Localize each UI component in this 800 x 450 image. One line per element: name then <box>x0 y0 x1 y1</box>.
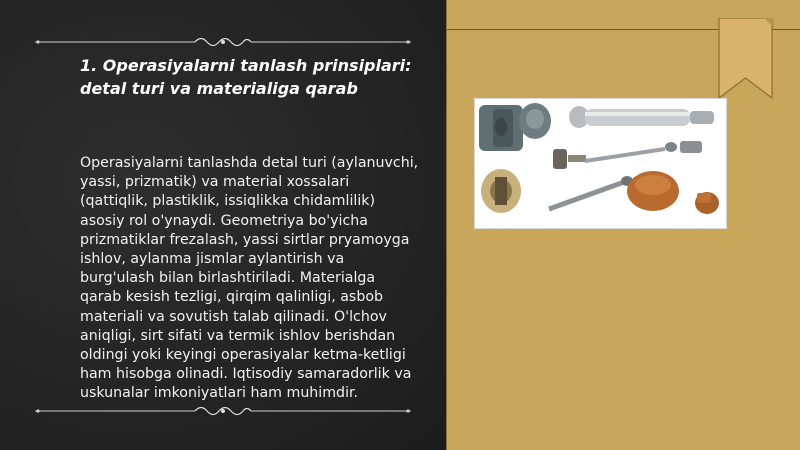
fasteners-photo <box>474 98 727 229</box>
bottom-ornament-icon <box>35 403 411 419</box>
slide-title-line-1: 1. Operasiyalarni tanlash prinsiplari: <box>80 56 412 75</box>
slide-body-text: Operasiyalarni tanlashda detal turi (aylanuvchi, yassi, prizmatik) va material xossalari (qattiqlik, plastiklik, issiqlikka chidamlilik) asosiy rol o'ynaydi. Geometriya bo'yicha prizmatiklar frezalash, yassi sirtlar pryamoyga ishlov, aylanma jismlar aylantirish va burg'ulash bilan birlashtiriladi. Materialga qarab kesish tezligi, qirqim qalinligi, asbob materiali va sovutish talab qilinadi. O'lchov aniqligi, sirt sifati va termik ishlov berishdan oldingi yoki keyingi operasiyalar ketma-ketligi ham hisobga olinadi. Iqtisodiy samaradorlik va uskunalar imkoniyatlari ham muhimdir. <box>80 155 419 402</box>
bookmark-ribbon-icon <box>717 18 774 100</box>
panel-divider <box>446 0 447 450</box>
slide-title-line-2: detal turi va materialiga qarab <box>80 79 358 98</box>
furniture-fasteners-photo-icon <box>475 99 726 228</box>
top-ornament-icon <box>35 34 411 50</box>
slide-title <box>80 54 430 100</box>
